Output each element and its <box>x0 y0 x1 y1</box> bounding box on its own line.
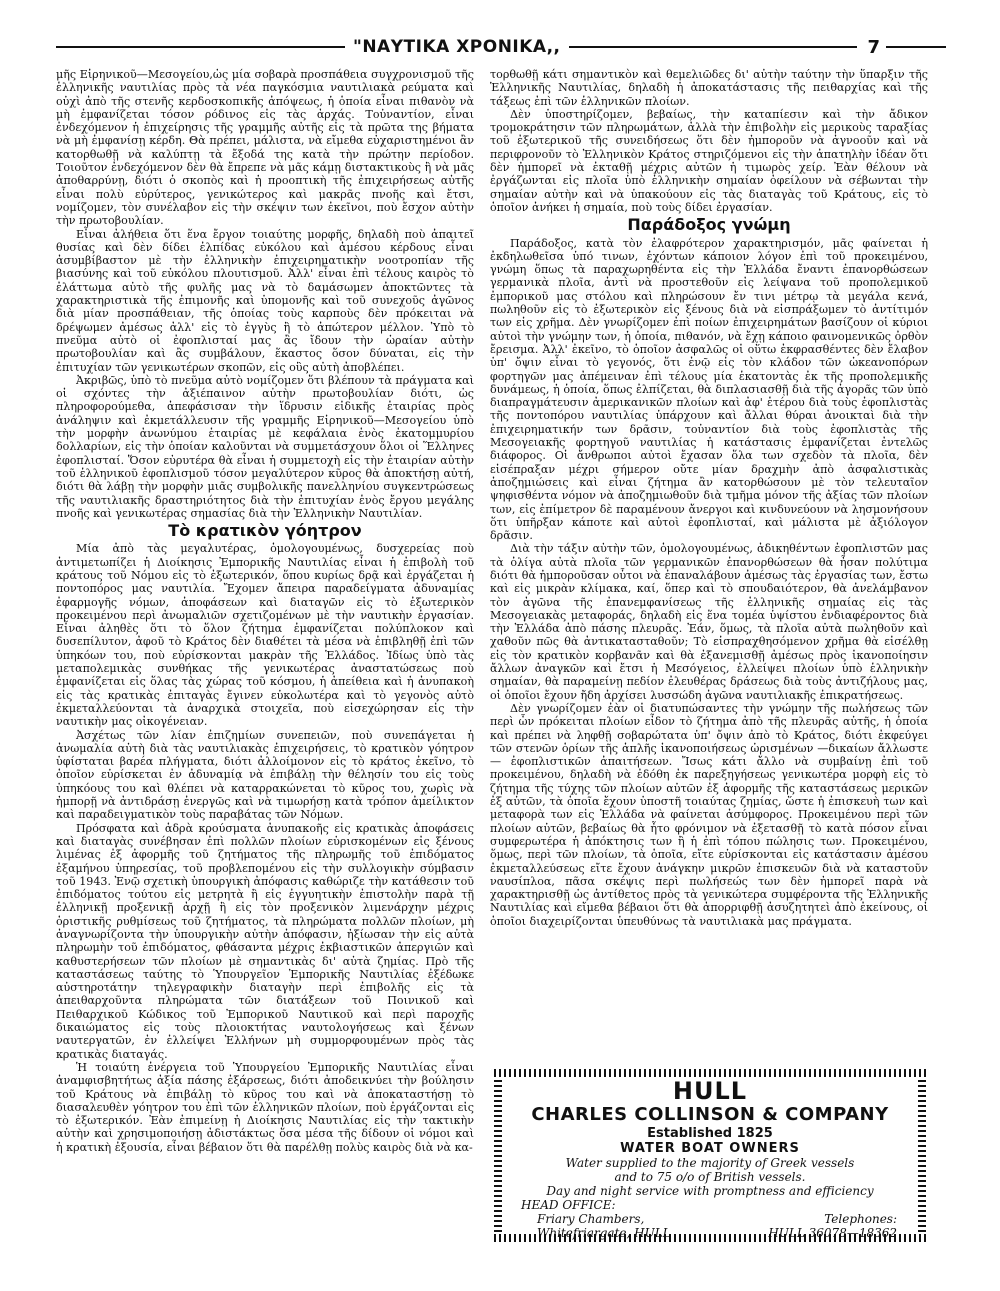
ad-line: Day and night service with promptness and efficiency <box>546 1184 874 1198</box>
advertisement-box <box>494 1069 926 1242</box>
ad-telephone-numbers: HULL 36078—18362 <box>768 1226 897 1240</box>
section-heading: Παράδοξος γνώμη <box>627 215 791 235</box>
right-column <box>490 68 928 928</box>
paragraph: Πρόσφατα καὶ ἁδρὰ κρούσματα ἀνυπακοῆς εἰς κρατικὰς ἀποφάσεις καὶ διαταγὰς συνέβησαν ἐπὶ πολλῶν πλοίων εὑρισκομένων εἰς ξένους λιμένας ἐξ ἀφορμῆς τοῦ ζητήματος τῆς πληρωμῆς τοῦ ἐπιδόματος ἐξαμήνου ὑπηρεσίας, τοῦ προβλεπομένου εἰς τὴν συλλογικὴν σύμβασιν τοῦ 1943. Ἐνῷ σχετικὴ ὑπουργικὴ ἀπόφασις καθώριζε τὴν κατάθεσιν τοῦ ἐπιδόματος τούτου εἰς μετρητὰ ἢ εἰς ἐγγυητικὴν ἐπιστολὴν παρὰ τῇ ἑλληνικῇ προξενικῇ ἀρχῇ ἢ εἰς τὸν προξενικὸν λιμενάρχην μέχρις ὁριστικῆς ρυθμίσεως τοῦ ζητήματος, τὰ πληρώματα πολλῶν πλοίων, μὴ ἀναγνωρίζοντα τὴν ὑπουργικὴν αὐτὴν ἀπόφασιν, ἠξίωσαν τὴν εἰς αὐτὰ πληρωμὴν τοῦ ἐπιδόματος, φθάσαντα μέχρις ἐκβιαστικῶν ἀπεργιῶν καὶ καθυστερήσεων τῶν πλοίων μὲ σημαντικὰς δι' αὐτὰ ζημίας. Πρὸ τῆς καταστάσεως ταύτης τὸ Ὑπουργεῖον Ἐμπορικῆς Ναυτιλίας ἐξέδωκε αὐστηροτάτην τηλεγραφικὴν διαταγὴν περὶ ἐπιβολῆς εἰς τὰ ἀπειθαρχοῦντα πληρώματα τῶν διατάξεων τοῦ Ποινικοῦ καὶ Πειθαρχικοῦ Κώδικος τοῦ Ἐμπορικοῦ Ναυτικοῦ καὶ περὶ παροχῆς δικαιώματος εἰς τοὺς πλοιοκτήτας ναυτολογήσεως καὶ ξένων ναυτεργατῶν, ἐν ἐλλείψει Ἑλλήνων μὴ συμμορφουμένων πρὸς τὰς κρατικὰς διαταγάς. <box>56 821 474 1061</box>
ad-company-name: CHARLES COLLINSON & COMPANY <box>531 1104 889 1125</box>
paragraph: μῆς Εἰρηνικοῦ—Μεσογείου,ὡς μία σοβαρὰ προσπάθεια συγχρονισμοῦ τῆς ἑλληνικῆς ναυτιλίας πρὸς τὰ νέα παγκόσμια ναυτιλιακὰ ρεύματα καὶ οὐχὶ ἀπὸ τῆς στενῆς κερδοσκοπικῆς ἀπόψεως, ἡ ὁποία εἶναι πιθανὸν νὰ μὴ ἐμφανίζεται τόσον ρόδινος εἰς τὰς ἀρχάς. Τοὐναντίον, εἶναι ἐνδεχόμενον ἡ ἐπιχείρησις τῆς γραμμῆς αὐτῆς εἰς τὰ πρῶτα της βήματα νὰ μὴ ἐμφανίσῃ κέρδη. Θὰ πρέπει, μάλιστα, νὰ εἴμεθα εὐχαριστημένοι ἂν κατορθωθῇ νὰ καλύπτῃ τὰ ἔξοδά της κατὰ τὴν πρώτην περίοδον. Τοιοῦτον ἐνδεχόμενον δὲν θὰ ἔπρεπε νὰ μᾶς κάμῃ διστακτικοὺς ἢ νὰ μᾶς ἀποθαρρύνῃ, διότι ὁ σκοπὸς καὶ ἡ προοπτικὴ τῆς ἐπιχειρήσεως αὐτῆς εἶναι πολὺ εὐρύτερος, γενικώτερος καὶ μακρᾶς πνοῆς καὶ ἔτσι, νομίζομεν, τὸν συνέλαβον εἰς τὴν σκέψιν των ἐκεῖνοι, ποὺ ἔσχον αὐτὴν τὴν πρωτοβουλίαν. <box>56 68 474 228</box>
paragraph: Δὲν γνωρίζομεν ἐὰν οἱ διατυπώσαντες τὴν γνώμην τῆς πωλήσεως τῶν περὶ ὧν πρόκειται πλοίων εἶδον τὸ ζήτημα ἀπὸ τῆς πλευρᾶς αὐτῆς, ἡ ὁποία καὶ πρέπει νὰ ληφθῇ σοβαρώτατα ὑπ' ὄψιν ἀπὸ τὸ Κράτος, διότι ἐκφεύγει τῶν στενῶν ὁρίων τῆς ἁπλῆς ἱκανοποιήσεως ὡρισμένων —δικαίων ἄλλωστε— ἐφοπλιστικῶν ἀπαιτήσεων. Ἴσως κάτι ἄλλο νὰ συμβαίνῃ ἐπὶ τοῦ προκειμένου, δηλαδὴ νὰ ἐδόθη ἐκ παρεξηγήσεως γενικωτέρα μορφὴ εἰς τὸ ζήτημα τῆς τύχης τῶν πλοίων αὐτῶν ἐξ ἀφορμῆς τῆς καταστάσεως μερικῶν ἐξ αὐτῶν, τὰ ὁποῖα ἔχουν ὑποστῆ τοιαύτας ζημίας, ὥστε ἡ ἐπισκευὴ των καὶ μεταφορὰ των εἰς Ἑλλάδα νὰ φαίνεται ἀσύμφορος. Προκειμένου περὶ τῶν πλοίων αὐτῶν, βεβαίως θὰ ἦτο φρόνιμον νὰ ἐξετασθῇ τὸ κατὰ πόσον εἶναι συμφερωτέρα ἡ ἀπόκτησις των ἢ ἡ ἐπὶ τόπου πώλησις των. Προκειμένου, ὅμως, περὶ τῶν πλοίων, τὰ ὁποῖα, εἴτε εὑρίσκονται εἰς κατάστασιν ἀμέσου ἐκμεταλλεύσεως εἴτε ἔχουν ἀνάγκην μικρῶν ἐπισκευῶν διὰ νὰ καταστοῦν ναυσίπλοα, πᾶσα σκέψις περὶ πωλήσεώς των δὲν ἠμπορεῖ παρὰ νὰ χαρακτηρισθῇ ὡς ἀντίθετος πρὸς τὰ γενικώτερα συμφέροντα τῆς Ἑλληνικῆς Ναυτιλίας καὶ εἴμεθα βέβαιοι ὅτι θὰ ἀπορριφθῇ ἀσυζητητεὶ ἀπὸ ἐκείνους, οἱ ὁποῖοι διαχειρίζονται ὑπευθύνως τὰ ναυτιλιακὰ μας πράγματα. <box>490 701 928 928</box>
paragraph: Ἀκριβῶς, ὑπὸ τὸ πνεῦμα αὐτὸ νομίζομεν ὅτι βλέπουν τὰ πράγματα καὶ οἱ σχόντες τὴν ἀξιέπαινον αὐτὴν πρωτοβουλίαν διότι, ὡς πληροφορούμεθα, ἀπεφάσισαν τὴν ἵδρυσιν εἰδικῆς ἑταιρίας πρὸς ἀνάληψιν καὶ ἐκμετάλλευσιν τῆς γραμμῆς Εἰρηνικοῦ—Μεσογείου ὑπὸ τὴν μορφὴν ἀνωνύμου ἑταιρίας μὲ κεφάλαια ἑνὸς ἑκατομμυρίου δολλαρίων, εἰς τὴν ὁποίαν καλοῦνται νὰ συμμετάσχουν ὅλοι οἱ Ἕλληνες ἐφοπλισταί. Ὅσον εὐρυτέρα θὰ εἶναι ἡ συμμετοχὴ εἰς τὴν ἑταιρίαν αὐτὴν τοῦ ἑλληνικοῦ ἐφοπλισμοῦ τόσον μεγαλύτερον κῦρος θὰ ἀποκτήσῃ αὐτή, διότι θὰ λάβῃ τὴν μορφὴν μιᾶς συμβολικῆς πανελληνίου συγκεντρώσεως τῆς ναυτιλιακῆς δραστηριότητος διὰ τὴν ἐπιτυχίαν ἑνὸς ἔργου μεγάλης πνοῆς καὶ γενικωτέρας σημασίας διὰ τὴν Ἑλληνικὴν Ναυτιλίαν. <box>56 373 474 520</box>
ad-business-type: WATER BOAT OWNERS <box>620 1141 800 1156</box>
ad-established: Established 1825 <box>647 1126 773 1141</box>
paragraph: Ἀσχέτως τῶν λίαν ἐπιζημίων συνεπειῶν, ποὺ συνεπάγεται ἡ ἀνωμαλία αὐτὴ διὰ τὰς ναυτιλιακὰς ἐπιχειρήσεις, τὸ κρατικὸν γόητρον ὑφίσταται βαρέα πλήγματα, διότι ἀλλοίμονον εἰς τὸ κράτος ἐκεῖνο, τὸ ὁποῖον εὑρίσκεται ἐν ἀδυναμίᾳ νὰ ἐπιβάλῃ τὴν θέλησίν του εἰς τοὺς ὑπηκόους του καὶ θλέπει νὰ καταρρακώνεται τὸ κῦρος του, χωρὶς νὰ ἠμπορῇ νὰ ἀντιδράσῃ ἐνεργῶς καὶ νὰ τιμωρήσῃ κατὰ τρόπον ἀμείλικτον καὶ παραδειγματικὸν τοὺς παραβάτας τῶν Νόμων. <box>56 728 474 822</box>
paragraph: Εἶναι ἀλήθεια ὅτι ἕνα ἔργον τοιαύτης μορφῆς, δηλαδὴ ποὺ ἀπαιτεῖ θυσίας καὶ δὲν δίδει ἐλπίδας εὐκόλου καὶ ἀμέσου κέρδους εἶναι ἀσυμβίβαστον μὲ τὴν ἑλληνικὴν ἐπιχειρηματικὴν νοοτροπίαν τῆς βιασύνης καὶ τοῦ εὐκόλου πλουτισμοῦ. Ἀλλ' εἶναι ἐπὶ τέλους καιρὸς τὸ ἐλάττωμα αὐτὸ τῆς φυλῆς μας νὰ τὸ δαμάσωμεν ἀποκτῶντες τὰ χαρακτηριστικὰ τῆς ἐπιμονῆς καὶ ὑπομονῆς καὶ τοῦ συνεχοῦς ἀγῶνος διὰ μίαν προσπάθειαν, τῆς ὁποίας τοὺς καρποὺς δὲν πρόκειται νὰ δρέψωμεν ἀμέσως ἀλλ' εἰς τὸ ἐγγὺς ἢ τὸ ἀπώτερον μέλλον. Ὑπὸ τὸ πνεῦμα αὐτὸ οἱ ἐφοπλισταί μας ἂς ἴδουν τὴν ὡραίαν αὐτὴν πρωτοβουλίαν καὶ ἂς συμβάλουν, ἕκαστος ὅσον δύναται, εἰς τὴν ἐπιτυχίαν τῶν γενικωτέρων σκοπῶν, εἰς οὓς αὐτὴ ἀποβλέπει. <box>56 227 474 374</box>
ad-contact-row <box>503 1226 917 1240</box>
paragraph: Διὰ τὴν τάξιν αὐτὴν τῶν, ὁμολογουμένως, ἀδικηθέντων ἐφοπλιστῶν μας τὰ ὀλίγα αὐτὰ πλοῖα τῶν γερμανικῶν ἐπανορθώσεων θὰ ἦσαν πολύτιμα διότι θὰ ἠμποροῦσαν οὗτοι νὰ ἐπαναλάβουν ἀμέσως τὰς ἐργασίας των, ἔστω καὶ εἰς μικρὰν κλίμακα, καί, ὅπερ καὶ τὸ σπουδαιότερον, θὰ ἀνελάμβανον τὸν ἀγῶνα τῆς ἐπανεμφανίσεως τῆς ἑλληνικῆς σημαίας εἰς τὰς Μεσογειακὰς μεταφοράς, δηλαδὴ εἰς ἕνα τομέα ὑψίστου ἐνδιαφέροντος διὰ τὴν Ἑλλάδα ἀπὸ πάσης πλευρᾶς. Ἐάν, ὅμως, τὰ πλοῖα αὐτὰ πωληθοῦν καὶ χαθοῦν πῶς θὰ ἀντικατασταθοῦν; Τὸ εἰσπραχθησόμενον χρῆμα θὰ εἰσέλθῃ εἰς τὸν κρατικὸν κορβανᾶν καὶ θὰ ἐξανεμισθῇ ἀμέσως πρὸς ἱκανοποίησιν ἄλλων ἀναγκῶν καὶ ἔτσι ἡ Μεσόγειος, ἐλλείψει πλοίων ὑπὸ ἑλληνικὴν σημαίαν, θὰ παραμείνῃ πεδίον ἐλευθέρας δράσεως διὰ τοὺς ἀντιζήλους μας, οἱ ὁποῖοι ἔχουν ἤδη ἀρχίσει λυσσώδη ἀγῶνα ναυτιλιακῆς ἐπικρατήσεως. <box>490 542 928 702</box>
ad-office-label: HEAD OFFICE: <box>521 1198 616 1212</box>
left-column <box>56 68 474 1154</box>
ad-content <box>503 1078 917 1240</box>
paragraph: Μία ἀπὸ τὰς μεγαλυτέρας, ὁμολογουμένως, δυσχερείας ποὺ ἀντιμετωπίζει ἡ Διοίκησις Ἐμπορικῆς Ναυτιλίας εἶναι ἡ ἐπιβολὴ τοῦ κράτους τοῦ Νόμου εἰς τὸ ἐξωτερικόν, ὅπου κυρίως δρᾷ καὶ ἐργάζεται ἡ ποντοπόρος μας ναυτιλία. Ἔχομεν ἄπειρα παραδείγματα ἀδυναμίας ἐφαρμογῆς νόμων, ἀποφάσεων καὶ διαταγῶν εἰς τὸ ἐξωτερικὸν προκειμένου περὶ ἀνωμαλιῶν σχετιζομένων μὲ τὴν ναυτικὴν ἐργασίαν. Εἶναι ἀληθὲς ὅτι τὸ ὅλον ζήτημα ἐμφανίζεται πολύπλοκον καὶ δυσεπίλυτον, ἀφοῦ τὸ Κράτος δὲν διαθέτει τὰ μέσα νὰ ἐπιβληθῇ ἐπὶ τῶν ὑπηκόων του, ποὺ εὑρίσκονται μακρὰν τῆς Ἑλλάδος. Ἰδίως ὑπὸ τὰς μεταπολεμικὰς συνθήκας τῆς γενικωτέρας ἀναστατώσεως ποὺ ἐμφανίζεται εἰς ὅλας τὰς χώρας τοῦ κόσμου, ἡ ἀπείθεια καὶ ἡ ἀνυπακοὴ εἰς τὰς κρατικὰς ἐπιταγὰς ἔγινεν εὐκολωτέρα καὶ τὸ γεγονὸς αὐτὸ ἐκμεταλλεύονται τὰ ἀναρχικὰ στοιχεῖα, ποὺ εἰσεχώρησαν εἰς τὴν ναυτικὴν μας οἰκογένειαν. <box>56 542 474 729</box>
ad-contact-row <box>503 1212 917 1226</box>
page-number: 7 <box>867 36 881 58</box>
page-header <box>56 36 946 58</box>
paragraph: Παράδοξος, κατὰ τὸν ἐλαφρότερον χαρακτηρισμόν, μᾶς φαίνεται ἡ ἐκδηλωθεῖσα ὑπό τινων, ἐχόντων κάποιον λόγον ἐπὶ τοῦ προκειμένου, γνώμη ὅπως τὰ παραχωρηθέντα εἰς τὴν Ἑλλάδα ἔναντι ἐπανορθώσεων γερμανικὰ πλοῖα, ἀντὶ νὰ προστεθοῦν εἰς λείψανα τοῦ προπολεμικοῦ ἐμπορικοῦ μας στόλου καὶ πληρώσουν ἔν τινι μέτρῳ τὰ μεγάλα κενά, πωληθοῦν εἰς τὸ ἐξωτερικὸν εἰς ξένους διὰ νὰ εἰσπράξωμεν τὸ ἀντίτιμόν των εἰς χρῆμα. Δὲν γνωρίζομεν ἐπὶ ποίων ἐπιχειρημάτων βασίζουν οἱ κύριοι αὐτοὶ τὴν γνώμην των, ἡ ὁποία, πιθανόν, νὰ ἔχῃ κάποιο φαινομενικῶς ὀρθὸν ἔρεισμα. Ἀλλ' ἐκεῖνο, τὸ ὁποῖον ἀσφαλῶς οἱ οὕτω ἐκφρασθέντες δὲν ἔλαβον ὑπ' ὄψιν εἶναι τὸ γεγονός, ὅτι ἐνῷ εἰς τὸν κλάδον τῶν ὠκεανοπόρων φορτηγῶν μας ἀπέμειναν ἐπὶ τέλους μία ἑκατοντὰς ἐκ τῆς προπολεμικῆς δυνάμεως, ἡ ὁποία, ὅπως ἐλπίζεται, θὰ διπλασιασθῇ διὰ τῆς ἀγορᾶς τῶν ὑπὸ διαπραγμάτευσιν ἀμερικανικῶν πλοίων καὶ ἀφ' ἑτέρου διὰ τοὺς ἐφοπλιστὰς τῆς ποντοπόρου ναυτιλίας ὑπάρχουν καὶ ἄλλαι θύραι ἀνοικταὶ διὰ τὴν ἐπιχειρηματικήν των δρᾶσιν, τοὐναντίον διὰ τοὺς ἐφοπλιστὰς τῆς Μεσογειακῆς φορτηγοῦ ναυτιλίας ἡ κατάστασις ἐμφανίζεται ἐντελῶς διάφορος. Οἱ ἄνθρωποι αὐτοὶ ἔχασαν ὅλα των σχεδὸν τὰ πλοῖα, δὲν εἰσέπραξαν μέχρι σήμερον οὔτε μίαν δραχμὴν ἀπὸ ἀσφαλιστικὰς ἀποζημιώσεις καὶ εἶναι ζήτημα ἂν κατορθώσουν μὲ τὸν τελευταῖον ψηφισθέντα νόμον νὰ ἀποζημιωθοῦν διὰ τμῆμα μόνον τῆς ἀξίας τῶν πλοίων των, εἰς ἐπίμετρον δὲ παραμένουν ἄνεργοι καὶ κινδυνεύουν νὰ λησμονήσουν ὅτι ὑπῆρξαν κάποτε καὶ αὐτοὶ ἐφοπλισταί, καὶ μάλιστα μὲ ἀξιόλογον δρᾶσιν. <box>490 236 928 543</box>
header-rule-left <box>56 46 345 48</box>
paragraph: Δὲν ὑποστηρίζομεν, βεβαίως, τὴν καταπίεσιν καὶ τὴν ἄδικον τρομοκράτησιν τῶν πληρωμάτων, ἀλλὰ τὴν ἐπιβολὴν εἰς μερικοὺς ταραξίας τοῦ ἐξωτερικοῦ τῆς συνειδήσεως ὅτι δὲν ἠμποροῦν νὰ ἀγνοοῦν καὶ νὰ περιφρονοῦν τὸ Ἑλληνικὸν Κράτος στηριζόμενοι εἰς τὴν ἀπατηλὴν ἰδέαν ὅτι δὲν ἠμπορεῖ νὰ ἐκταθῇ μέχρις αὐτῶν ἡ τιμωρὸς χείρ. Ἐὰν θέλουν νὰ ἐργάζωνται εἰς πλοῖα ὑπὸ ἑλληνικὴν σημαίαν ὀφείλουν νὰ σέβωνται τὴν σημαίαν αὐτὴν καὶ νὰ ὑπακούουν εἰς τὰς διαταγὰς τοῦ Κράτους, εἰς τὸ ὁποῖον ἀνήκει ἡ σημαία, ποὺ τοὺς δίδει ἐργασίαν. <box>490 107 928 214</box>
section-heading: Τὸ κρατικὸν γόητρον <box>168 521 362 541</box>
header-rule-middle <box>569 46 858 48</box>
publication-title: "ΝΑΥΤΙΚΑ ΧΡΟΝΙΚΑ,, <box>352 37 561 57</box>
ad-telephones-label: Telephones: <box>824 1212 897 1226</box>
ad-line: and to 75 o/o of British vessels. <box>614 1170 806 1184</box>
ad-address-line: Whitefriargate, HULL <box>537 1226 671 1240</box>
header-rule-right <box>886 46 946 48</box>
ad-address-line: Friary Chambers, <box>537 1212 645 1226</box>
ad-city: HULL <box>672 1077 748 1105</box>
paragraph: Ἡ τοιαύτη ἐνέργεια τοῦ Ὑπουργείου Ἐμπορικῆς Ναυτιλίας εἶναι ἀναμφισβητήτως ἀξία πάσης ἐξάρσεως, διότι ἀποδεικνύει τὴν βούλησιν τοῦ Κράτους νὰ ἐπιβάλῃ τὸ κῦρος του καὶ νὰ ἀποκαταστήσῃ τὸ διασαλευθὲν γόητρον του ἐπὶ τῶν ἑλληνικῶν πλοίων, ποὺ ἐργάζονται εἰς τὸ ἐξωτερικόν. Ἐὰν ἐπιμείνῃ ἡ Διοίκησις Ναυτιλίας εἰς τὴν τακτικὴν αὐτὴν καὶ χρησιμοποιήσῃ ἀδιστάκτως ὅσα μέσα τῆς δίδουν οἱ νόμοι καὶ ἡ κρατικὴ ἐξουσία, εἶναι βέβαιον ὅτι θὰ παρέλθῃ πολὺς καιρὸς διὰ νὰ κα- <box>56 1060 474 1154</box>
paragraph: τορθωθῇ κάτι σημαντικὸν καὶ θεμελιῶδες δι' αὐτὴν ταύτην τὴν ὕπαρξιν τῆς Ἑλληνικῆς Ναυτιλίας, δηλαδὴ ἡ ἀποκατάστασις τῆς πειθαρχίας καὶ τῆς τάξεως ἐπὶ τῶν ἑλληνικῶν πλοίων. <box>490 68 928 108</box>
ad-line: Water supplied to the majority of Greek vessels <box>565 1156 855 1170</box>
